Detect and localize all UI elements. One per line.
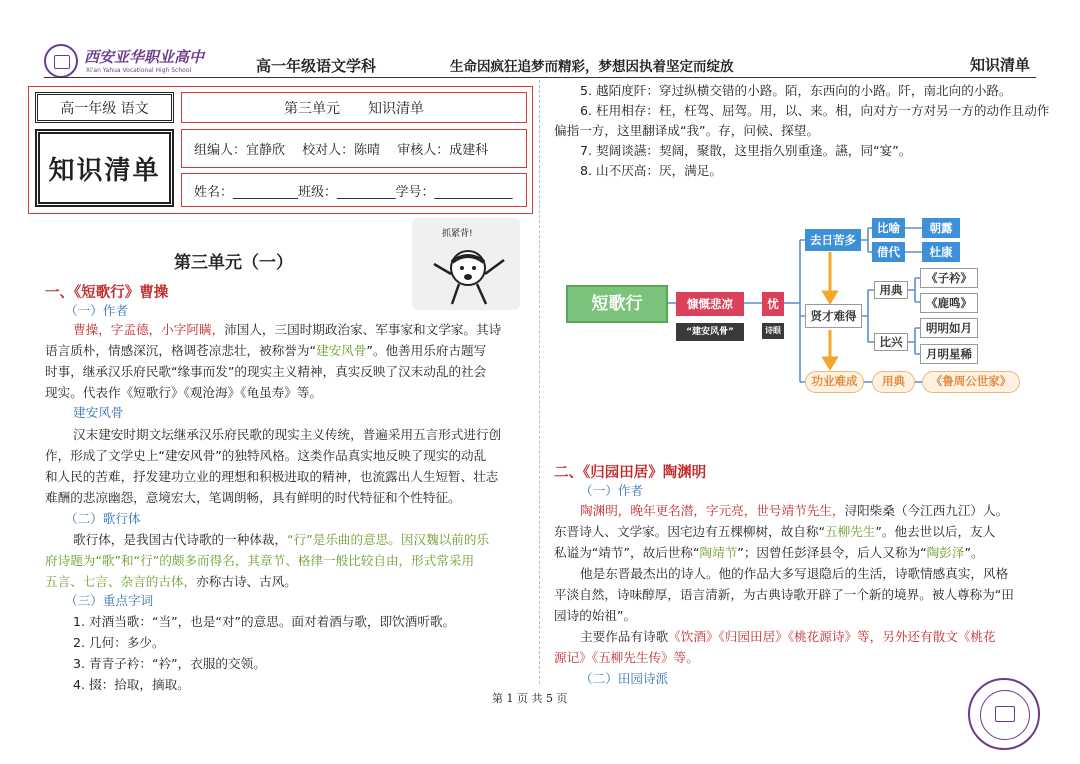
author-line-2 <box>45 340 486 361</box>
word-item: 1. 对酒当歌：“当”，也是“对”的意思。面对着酒与歌，即饮酒听歌。 <box>73 614 456 629</box>
mindmap-bright-moon: 明明如月 <box>920 318 978 338</box>
word-item: 8. 山不厌高：厌，满足。 <box>580 163 722 178</box>
tao-works-1: 《饮酒》《归园田居》《桃花源诗》等，另外还有散文《桃花 <box>668 629 996 644</box>
genre-line-1 <box>73 529 489 550</box>
jianan-line: 和人民的苦难，抒发建功立业的理想和积极进取的精神，也流露出人生短暂、壮志 <box>45 469 499 484</box>
tao-text-7a: 主要作品有诗歌 <box>580 629 669 644</box>
motto: 生命因疯狂追梦而精彩，梦想因执着坚定而绽放 <box>450 59 734 75</box>
word-item: 4. 掇：拾取，摘取。 <box>73 677 190 692</box>
mindmap-moon-stars: 月明星稀 <box>920 344 978 364</box>
taojingjie-term: 陶靖节 <box>699 545 738 560</box>
jianan-term: 建安风骨 <box>316 343 367 358</box>
header-rule <box>44 77 1036 78</box>
tao-line-8: 源记》《五柳先生传》等。 <box>554 650 699 665</box>
grade-box <box>35 92 174 123</box>
wuliu-term: 五柳先生 <box>825 524 876 539</box>
mindmap-allusion: 用典 <box>874 281 908 299</box>
mindmap-dew: 朝露 <box>922 218 960 238</box>
mindmap-root: 短歌行 <box>566 285 668 323</box>
sticker-text: 抓紧背! <box>442 229 473 239</box>
tao-line-7 <box>580 626 996 647</box>
school-logo <box>44 44 78 78</box>
genre-text-1a: 歌行体，是我国古代诗歌的一种体裁， <box>73 532 288 547</box>
word-item: 6. 枉用相存：枉，枉驾、屈驾。用，以、来。相，向对方一方对另一方的动作且动作 <box>580 103 1050 118</box>
mindmap-zijin: 《子衿》 <box>920 268 978 288</box>
genre-line-2: 府诗题为“歌”和“行”的颇多而得名，其章节、格律一般比较自由，形式常采用 <box>45 553 475 568</box>
page-number: 第 1 页 共 5 页 <box>492 692 568 705</box>
poem2-heading: 二、《归园田居》陶渊明 <box>554 465 707 481</box>
mindmap-achievement: 功业难成 <box>805 371 864 393</box>
tao-text-2a: 东晋诗人、文学家。因宅边有五棵柳树，故自称“ <box>554 524 825 539</box>
student-box <box>181 173 527 207</box>
word-item: 2. 几何：多少。 <box>73 635 165 650</box>
school-name-en: Xi'an Yahua Vocational High School <box>86 67 192 74</box>
jianan-line: 难酬的悲凉幽怨，意境宏大，笔调朗畅，具有鲜明的时代特征和个性特征。 <box>45 490 461 505</box>
word-item: 7. 契阔谈讌：契阔，聚散，这里指久别重逢。讌，同“宴”。 <box>580 143 912 158</box>
genre-text-3a: 五言、七言、杂言的古体， <box>45 574 197 589</box>
mindmap-theme: 忧 <box>762 292 784 316</box>
mindmap-comparison: 比兴 <box>874 333 908 351</box>
author-line-5: 现实。代表作《短歌行》《观沧海》《龟虽寿》等。 <box>45 385 323 400</box>
mindmap-past: 去日苦多 <box>805 229 861 251</box>
mindmap-metaphor: 比喻 <box>872 218 905 238</box>
tao-name: 陶渊明，晚年更名潜，字元亮，世号靖节先生， <box>580 503 845 518</box>
tao-line-3 <box>554 542 984 563</box>
jianan-line: 汉末建安时期文坛继承汉乐府民歌的现实主义传统，普遍采用五言形式进行创 <box>73 427 502 442</box>
mindmap-zhougong: 《鲁周公世家》 <box>922 371 1020 393</box>
words-subhead: （三）重点字词 <box>65 593 154 608</box>
mindmap-borrow: 借代 <box>872 242 905 262</box>
doc-type: 知识清单 <box>970 56 1031 74</box>
unit-title-box <box>181 92 527 123</box>
course-title: 高一年级语文学科 <box>256 57 377 75</box>
tao-line-5: 平淡自然，诗味醇厚，语言清新，为古典诗歌开辟了一个新的境界。被人尊称为“田 <box>554 587 1014 602</box>
tao-text-3c: ”。 <box>964 545 984 560</box>
big-title-box <box>35 129 174 207</box>
author-line-4: 时事，继承汉乐府民歌“缘事而发”的现实主义精神，真实反映了汉末动乱的社会 <box>45 364 487 379</box>
staff-info: 组编人：宜静欣 校对人：陈晴 审核人：成建科 <box>194 143 489 158</box>
mindmap-talent: 贤才难得 <box>805 304 862 328</box>
staff-box <box>181 129 527 168</box>
jianan-line: 作，形成了文学史上“建安风骨”的独特风格。这类作品真实地反映了现实的动乱 <box>45 448 487 463</box>
pastoral-school-subhead: （二）田园诗派 <box>580 671 669 686</box>
mindmap-luming: 《鹿鸣》 <box>920 293 978 313</box>
unit-title: 第三单元 知识清单 <box>284 100 424 117</box>
study-sticker <box>412 218 520 310</box>
word-item: 5. 越陌度阡：穿过纵横交错的小路。陌，东西向的小路。阡，南北向的小路。 <box>580 83 1012 98</box>
author-line-1 <box>73 319 501 340</box>
cartoon-figure-icon <box>412 218 520 310</box>
taopengze-term: 陶彭泽 <box>926 545 965 560</box>
poem2-author-subhead: （一）作者 <box>580 483 643 498</box>
mindmap-dukang: 杜康 <box>922 242 960 262</box>
column-divider <box>539 80 540 684</box>
tao-text-3a: 私谥为“靖节”，故后世称“ <box>554 545 700 560</box>
genre-line-3 <box>45 571 297 592</box>
author-text-1: 沛国人，三国时期政治家、军事家和文学家。其诗 <box>224 322 502 337</box>
mindmap-style-tag: “建安风骨” <box>676 323 744 341</box>
poem1-author-subhead: （一）作者 <box>65 303 128 318</box>
tao-line-2 <box>554 521 995 542</box>
author-name: 曹操，字孟德，小字阿瞒， <box>73 322 225 337</box>
grade-subject: 高一年级 语文 <box>60 100 149 117</box>
school-name: 西安亚华职业高中 <box>84 48 205 66</box>
tao-line-4: 他是东晋最杰出的诗人。他的作品大多写退隐后的生活，诗歌情感真实，风格 <box>580 566 1009 581</box>
poem1-heading: 一、《短歌行》曹操 <box>45 285 169 301</box>
big-title: 知识清单 <box>48 155 161 186</box>
mindmap-emotion: 慷慨悲凉 <box>676 292 744 316</box>
genre-subhead: （二）歌行体 <box>65 511 141 526</box>
word-item: 3. 青青子衿：“衿”，衣服的交领。 <box>73 656 266 671</box>
genre-text-1b: “行”是乐曲的意思。因汉魏以前的乐 <box>287 532 490 547</box>
mindmap-theme-tag: 诗眼 <box>762 323 784 339</box>
tao-line-6: 园诗的始祖”。 <box>554 608 637 623</box>
tao-text-3b: ”；因曾任彭泽县令，后人又称为“ <box>737 545 927 560</box>
mindmap-allusion-2: 用典 <box>872 371 915 393</box>
school-seal <box>968 678 1040 750</box>
tao-line-1 <box>580 500 1008 521</box>
student-fields: 姓名：__________班级：_________学号：____________ <box>194 184 513 200</box>
section-title: 第三单元（一） <box>174 253 293 273</box>
author-text-3: ”。他善用乐府古题写 <box>366 343 487 358</box>
tao-text-2b: ”。他去世以后，友人 <box>875 524 996 539</box>
author-text-2: 语言质朴，情感深沉，格调苍凉悲壮，被称誉为“ <box>45 343 316 358</box>
word-item: 偏指一方，这里翻译成“我”。存，问候、探望。 <box>554 123 819 138</box>
genre-text-3b: 亦称古诗、古风。 <box>196 574 297 589</box>
jianan-label: 建安风骨 <box>73 405 124 420</box>
tao-text-1: 浔阳柴桑（今江西九江）人。 <box>844 503 1009 518</box>
